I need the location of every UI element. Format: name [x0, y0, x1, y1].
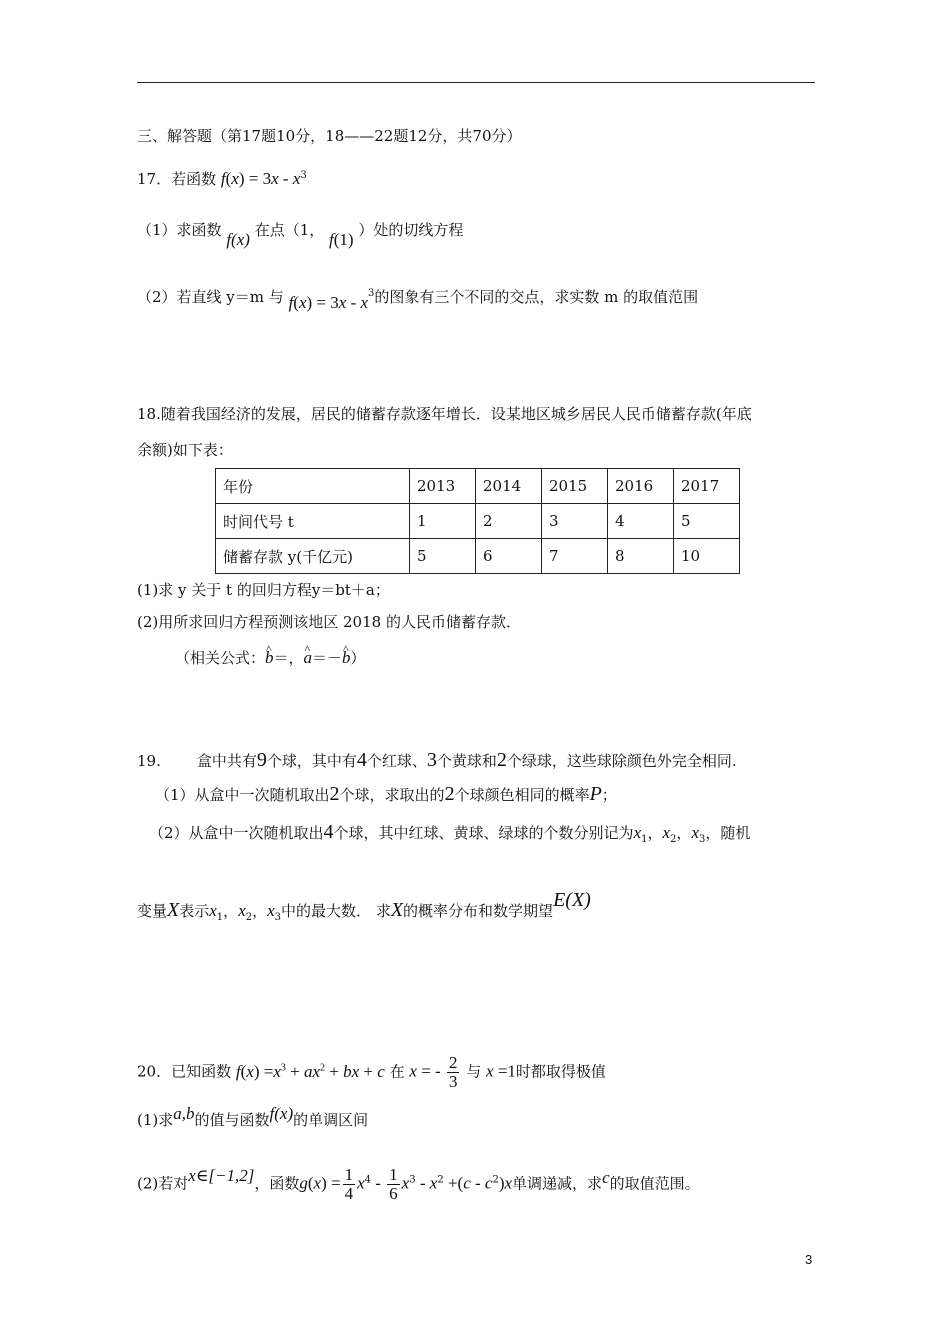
q18-line1: 18.随着我国经济的发展，居民的储蓄存款逐年增长．设某地区城乡居民人民币储蓄存款(年底: [137, 405, 752, 423]
q20-statement: 20．已知函数 $f(x) =x^3 + ax^2$ + bx + c 在 x = - $\frac{2}{3}$ 与 x =1时都取得极值: [137, 1053, 606, 1091]
q18-line2: 余额)如下表：: [137, 441, 233, 459]
q19-part2: （2）从盒中一次随机取出4个球，其中红球、黄球、绿球的个数分别记为$x_1$，$x_2$，$x_3$，随机: [149, 821, 751, 845]
q19-line1: 19. 盒中共有9个球，其中有4个红球、3个黄球和2个绿球，这些球除颜色外完全相同.: [137, 749, 737, 771]
q18-formula: （相关公式：^ b＝，^ a＝－^ b）: [175, 648, 366, 668]
savings-table: [215, 468, 740, 574]
g-function: g(x) =: [299, 1173, 341, 1193]
q18-part1: (1)求 y 关于 t 的回归方程y＝bt＋a；: [137, 581, 390, 599]
q17-part2: （2）若直线 y＝m 与 $f(x) = 3x - x^3$的图象有三个不同的交点，求实数 m 的取值范围: [137, 288, 699, 312]
q20-part1: (1)求a,b的值与函数f(x)的单调区间: [137, 1104, 369, 1129]
q17-intro: ．若函数: [156, 170, 217, 188]
q17-fx: f(x): [226, 230, 250, 249]
q18-part2: (2)用所求回归方程预测该地区 2018 的人民币储蓄存款．: [137, 613, 521, 631]
b-hat: ^ b: [265, 648, 274, 668]
q20-function: $f(x) =x^3 + ax^2$ + bx + c: [235, 1061, 385, 1081]
q17-number: 17: [137, 170, 157, 188]
a-hat: ^ a: [304, 648, 313, 668]
section-title: 三、解答题（第17题10分，18——22题12分，共70分）: [137, 127, 522, 145]
b-hat-2: ^ b: [342, 648, 351, 668]
q20-part2: (2)若对x∈[−1,2]，函数g(x) = $\frac{1}{4}$ $x^4$ - $\frac{1}{6}$ $x^3 - x^2 +(c - c^2)x$单调递减，求c的取值范围。: [137, 1165, 700, 1203]
q17-part1: （1）求函数 f(x) 在点（1， f(1) ）处的切线方程: [137, 221, 464, 249]
table-row: 储蓄存款 y(千亿元) 5 6 7 8 10: [216, 539, 740, 574]
table-row: 时间代号 t 1 2 3 4 5: [216, 504, 740, 539]
q19-part1: （1）从盒中一次随机取出2个球，求取出的2个球颜色相同的概率P；: [155, 783, 617, 805]
expectation: E(X): [553, 889, 591, 911]
q19-part3: 变量X表示$x_1$，$x_2$，$x_3$中的最大数． 求X的概率分布和数学期望E(X): [137, 889, 591, 923]
table-row: 年份 2013 2014 2015 2016 2017: [216, 469, 740, 504]
page-number: 3: [805, 1252, 813, 1267]
header-rule: [137, 82, 815, 83]
fraction-2-3: $\frac{2}{3}$: [448, 1053, 458, 1091]
q17-statement: 17．若函数 $f(x) = 3x - x^3$: [137, 169, 307, 188]
q17-f1: f(1): [329, 230, 354, 249]
q17-function-2: f(x) = 3x - x: [288, 293, 369, 312]
q17-function: f: [220, 169, 226, 188]
